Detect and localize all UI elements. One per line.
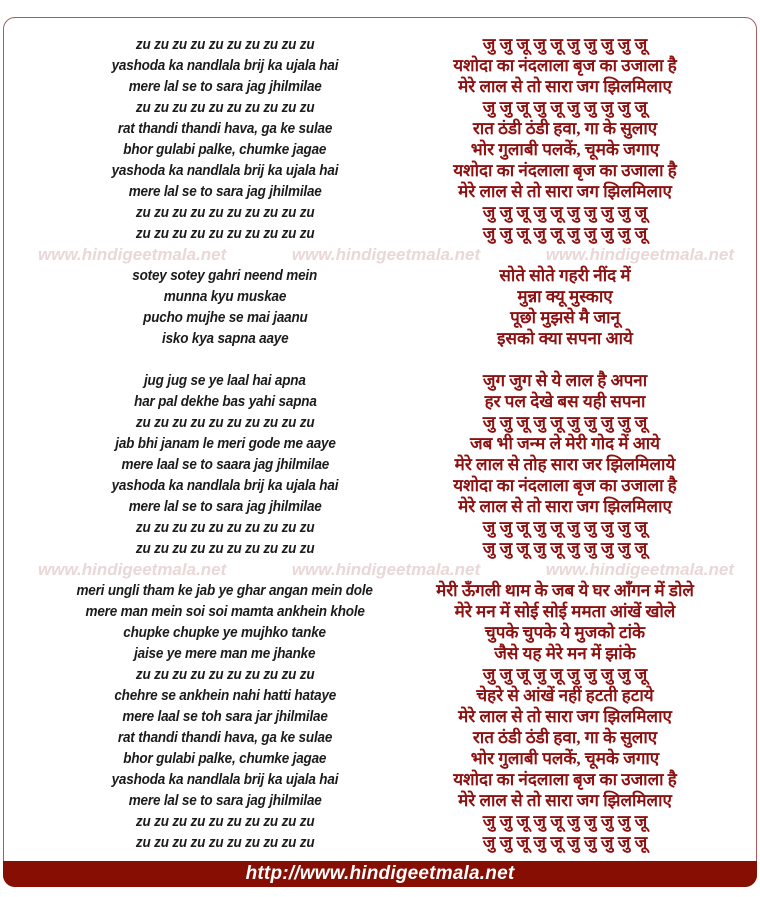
lyric-line-hindi: रात ठंडी ठंडी हवा, गा के सुलाए <box>472 119 658 138</box>
lyric-line-hindi: मेरे लाल से तो सारा जग झिलमिलाए <box>458 707 672 726</box>
lyric-line-hindi: मेरे लाल से तो सारा जग झिलमिलाए <box>458 497 672 516</box>
lyric-line-transliteration: isko kya sapna aaye <box>161 330 289 347</box>
lyric-line-hindi: हर पल देखे बस यही सपना <box>484 392 646 411</box>
lyric-line-hindi: जु जु जू जु जू जु जु जु जु जू <box>482 35 648 54</box>
watermark-row <box>4 244 756 265</box>
lyric-line-hindi: यशोदा का नंदलाला बृज का उजाला है <box>453 161 677 180</box>
lyric-line-transliteration: zu zu zu zu zu zu zu zu zu zu <box>135 834 315 851</box>
lyric-line-hindi: रात ठंडी ठंडी हवा, गा के सुलाए <box>472 728 658 747</box>
lyric-row <box>4 517 756 538</box>
lyric-row <box>4 685 756 706</box>
lyric-row <box>4 433 756 454</box>
watermark-text: www.hindigeetmala.net <box>291 244 481 264</box>
watermark-text: www.hindigeetmala.net <box>545 244 734 264</box>
lyric-line-transliteration: rat thandi thandi hava, ga ke sulae <box>117 120 333 137</box>
lyric-line-transliteration: pucho mujhe se mai jaanu <box>142 309 308 326</box>
lyric-line-transliteration: mere laal se to saara jag jhilmilae <box>121 456 329 473</box>
lyric-line-transliteration: yashoda ka nandlala brij ka ujala hai <box>111 771 339 788</box>
lyric-line-transliteration: zu zu zu zu zu zu zu zu zu zu <box>135 540 315 557</box>
lyric-line-hindi: मेरे मन में सोई सोई ममता आंखें खोले <box>454 602 676 621</box>
lyric-line-transliteration: bhor gulabi palke, chumke jagae <box>123 141 327 158</box>
lyric-row <box>4 286 756 307</box>
lyric-line-transliteration: zu zu zu zu zu zu zu zu zu zu <box>135 813 315 830</box>
lyric-line-hindi: जु जु जू जु जू जु जु जु जु जू <box>482 518 648 537</box>
lyric-row <box>4 538 756 559</box>
lyric-line-hindi: जब भी जन्म ले मेरी गोद में आये <box>469 434 661 453</box>
lyric-line-transliteration: zu zu zu zu zu zu zu zu zu zu <box>135 666 315 683</box>
lyric-line-hindi: जैसे यह मेरे मन में झांके <box>494 644 636 663</box>
lyric-row <box>4 580 756 601</box>
lyric-line-hindi: मेरे लाल से तो सारा जग झिलमिलाए <box>458 791 672 810</box>
lyric-line-transliteration: yashoda ka nandlala brij ka ujala hai <box>111 57 339 74</box>
lyric-row <box>4 223 756 244</box>
lyric-row <box>4 643 756 664</box>
lyric-line-hindi: जुग जुग से ये लाल है अपना <box>482 371 648 390</box>
lyric-line-hindi: मेरे लाल से तो सारा जग झिलमिलाए <box>458 77 672 96</box>
lyric-line-hindi: यशोदा का नंदलाला बृज का उजाला है <box>453 56 677 75</box>
lyric-row <box>4 601 756 622</box>
lyric-line-transliteration: zu zu zu zu zu zu zu zu zu zu <box>135 99 315 116</box>
lyric-row <box>4 307 756 328</box>
site-url-bar <box>3 861 757 887</box>
lyric-line-transliteration: sotey sotey gahri neend mein <box>132 267 318 284</box>
lyric-row <box>4 727 756 748</box>
watermark-row <box>4 559 756 580</box>
lyric-line-transliteration: chupke chupke ye mujhko tanke <box>123 624 327 641</box>
lyric-row <box>4 454 756 475</box>
lyric-line-transliteration: zu zu zu zu zu zu zu zu zu zu <box>135 204 315 221</box>
lyric-line-transliteration: zu zu zu zu zu zu zu zu zu zu <box>135 414 315 431</box>
lyric-line-hindi: मेरे लाल से तोह सारा जर झिलमिलाये <box>454 455 676 474</box>
lyric-line-hindi: भोर गुलाबी पलकें, चूमके जगाए <box>470 140 660 159</box>
lyric-row <box>4 622 756 643</box>
site-url-text: http://www.hindigeetmala.net <box>245 863 515 884</box>
lyric-row <box>4 34 756 55</box>
lyric-line-transliteration: yashoda ka nandlala brij ka ujala hai <box>111 477 339 494</box>
lyric-line-transliteration: zu zu zu zu zu zu zu zu zu zu <box>135 36 315 53</box>
lyric-line-hindi: जु जु जू जु जू जु जु जु जु जू <box>482 413 648 432</box>
lyric-row <box>4 832 756 853</box>
lyric-line-hindi: यशोदा का नंदलाला बृज का उजाला है <box>453 476 677 495</box>
lyric-line-transliteration: jug jug se ye laal hai apna <box>144 372 306 389</box>
lyric-row <box>4 811 756 832</box>
lyric-line-hindi: चेहरे से आंखें नहीं हटती हटाये <box>476 686 654 705</box>
lyric-line-hindi: जु जु जू जु जू जु जु जु जु जू <box>482 98 648 117</box>
lyric-line-transliteration: har pal dekhe bas yahi sapna <box>133 393 317 410</box>
lyric-line-hindi: मेरी ऊँगली थाम के जब ये घर आँगन में डोले <box>436 581 694 600</box>
lyric-row <box>4 790 756 811</box>
lyric-line-transliteration: mere lal se to sara jag jhilmilae <box>128 498 322 515</box>
lyric-row <box>4 202 756 223</box>
lyric-line-transliteration: jab bhi janam le meri gode me aaye <box>114 435 336 452</box>
lyric-line-transliteration: meri ungli tham ke jab ye ghar angan mein dole <box>76 582 374 599</box>
lyric-row <box>4 55 756 76</box>
lyric-row <box>4 328 756 349</box>
lyric-line-transliteration: mere man mein soi soi mamta ankhein khole <box>85 603 365 620</box>
lyric-line-transliteration: zu zu zu zu zu zu zu zu zu zu <box>135 225 315 242</box>
lyric-line-hindi: भोर गुलाबी पलकें, चूमके जगाए <box>470 749 660 768</box>
lyric-line-hindi: मेरे लाल से तो सारा जग झिलमिलाए <box>458 182 672 201</box>
lyric-line-transliteration: mere lal se to sara jag jhilmilae <box>128 78 322 95</box>
watermark-text: www.hindigeetmala.net <box>545 559 734 579</box>
lyric-line-transliteration: mere laal se toh sara jar jhilmilae <box>122 708 328 725</box>
lyric-row <box>4 97 756 118</box>
lyric-row <box>4 496 756 517</box>
watermark-text: www.hindigeetmala.net <box>38 244 227 264</box>
lyrics-rows <box>4 18 756 853</box>
lyric-row <box>4 139 756 160</box>
lyric-row <box>4 181 756 202</box>
lyric-row <box>4 370 756 391</box>
lyric-row <box>4 76 756 97</box>
lyric-line-hindi: चुपके चुपके ये मुजको टांके <box>484 623 646 642</box>
lyric-line-transliteration: mere lal se to sara jag jhilmilae <box>128 792 322 809</box>
lyric-line-transliteration: yashoda ka nandlala brij ka ujala hai <box>111 162 339 179</box>
lyric-line-transliteration: jaise ye mere man me jhanke <box>134 645 316 662</box>
lyric-row <box>4 412 756 433</box>
lyric-line-hindi: जु जु जू जु जू जु जु जु जु जू <box>482 203 648 222</box>
lyric-line-hindi: जु जु जू जु जू जु जु जु जु जू <box>482 665 648 684</box>
lyric-row <box>4 118 756 139</box>
lyric-row <box>4 160 756 181</box>
lyric-line-hindi: सोते सोते गहरी नींद में <box>499 266 631 285</box>
lyric-line-hindi: इसको क्या सपना आये <box>497 329 633 348</box>
lyric-row <box>4 664 756 685</box>
lyric-line-hindi: यशोदा का नंदलाला बृज का उजाला है <box>453 770 677 789</box>
lyric-line-transliteration: munna kyu muskae <box>163 288 287 305</box>
lyric-line-transliteration: zu zu zu zu zu zu zu zu zu zu <box>135 519 315 536</box>
lyric-line-hindi: जु जु जू जु जू जु जु जु जु जू <box>482 539 648 558</box>
blank-row <box>4 349 756 370</box>
lyric-line-hindi: जु जु जू जु जू जु जु जु जु जू <box>482 833 648 852</box>
lyric-line-hindi: पूछो मुझसे मै जानू <box>510 308 620 327</box>
lyric-row <box>4 265 756 286</box>
lyric-row <box>4 391 756 412</box>
lyric-line-hindi: मुन्ना क्यू मुस्काए <box>517 287 613 306</box>
lyric-line-transliteration: chehre se ankhein nahi hatti hataye <box>114 687 336 704</box>
lyric-row <box>4 748 756 769</box>
lyric-line-transliteration: mere lal se to sara jag jhilmilae <box>128 183 322 200</box>
lyric-row <box>4 475 756 496</box>
watermark-text: www.hindigeetmala.net <box>291 559 481 579</box>
lyric-row <box>4 769 756 790</box>
lyric-line-transliteration: rat thandi thandi hava, ga ke sulae <box>117 729 333 746</box>
watermark-text: www.hindigeetmala.net <box>38 559 227 579</box>
page-border-frame <box>3 17 757 887</box>
lyric-row <box>4 706 756 727</box>
lyric-line-hindi: जु जु जू जु जू जु जु जु जु जू <box>482 224 648 243</box>
lyric-line-hindi: जु जु जू जु जू जु जु जु जु जू <box>482 812 648 831</box>
lyric-line-transliteration: bhor gulabi palke, chumke jagae <box>123 750 327 767</box>
